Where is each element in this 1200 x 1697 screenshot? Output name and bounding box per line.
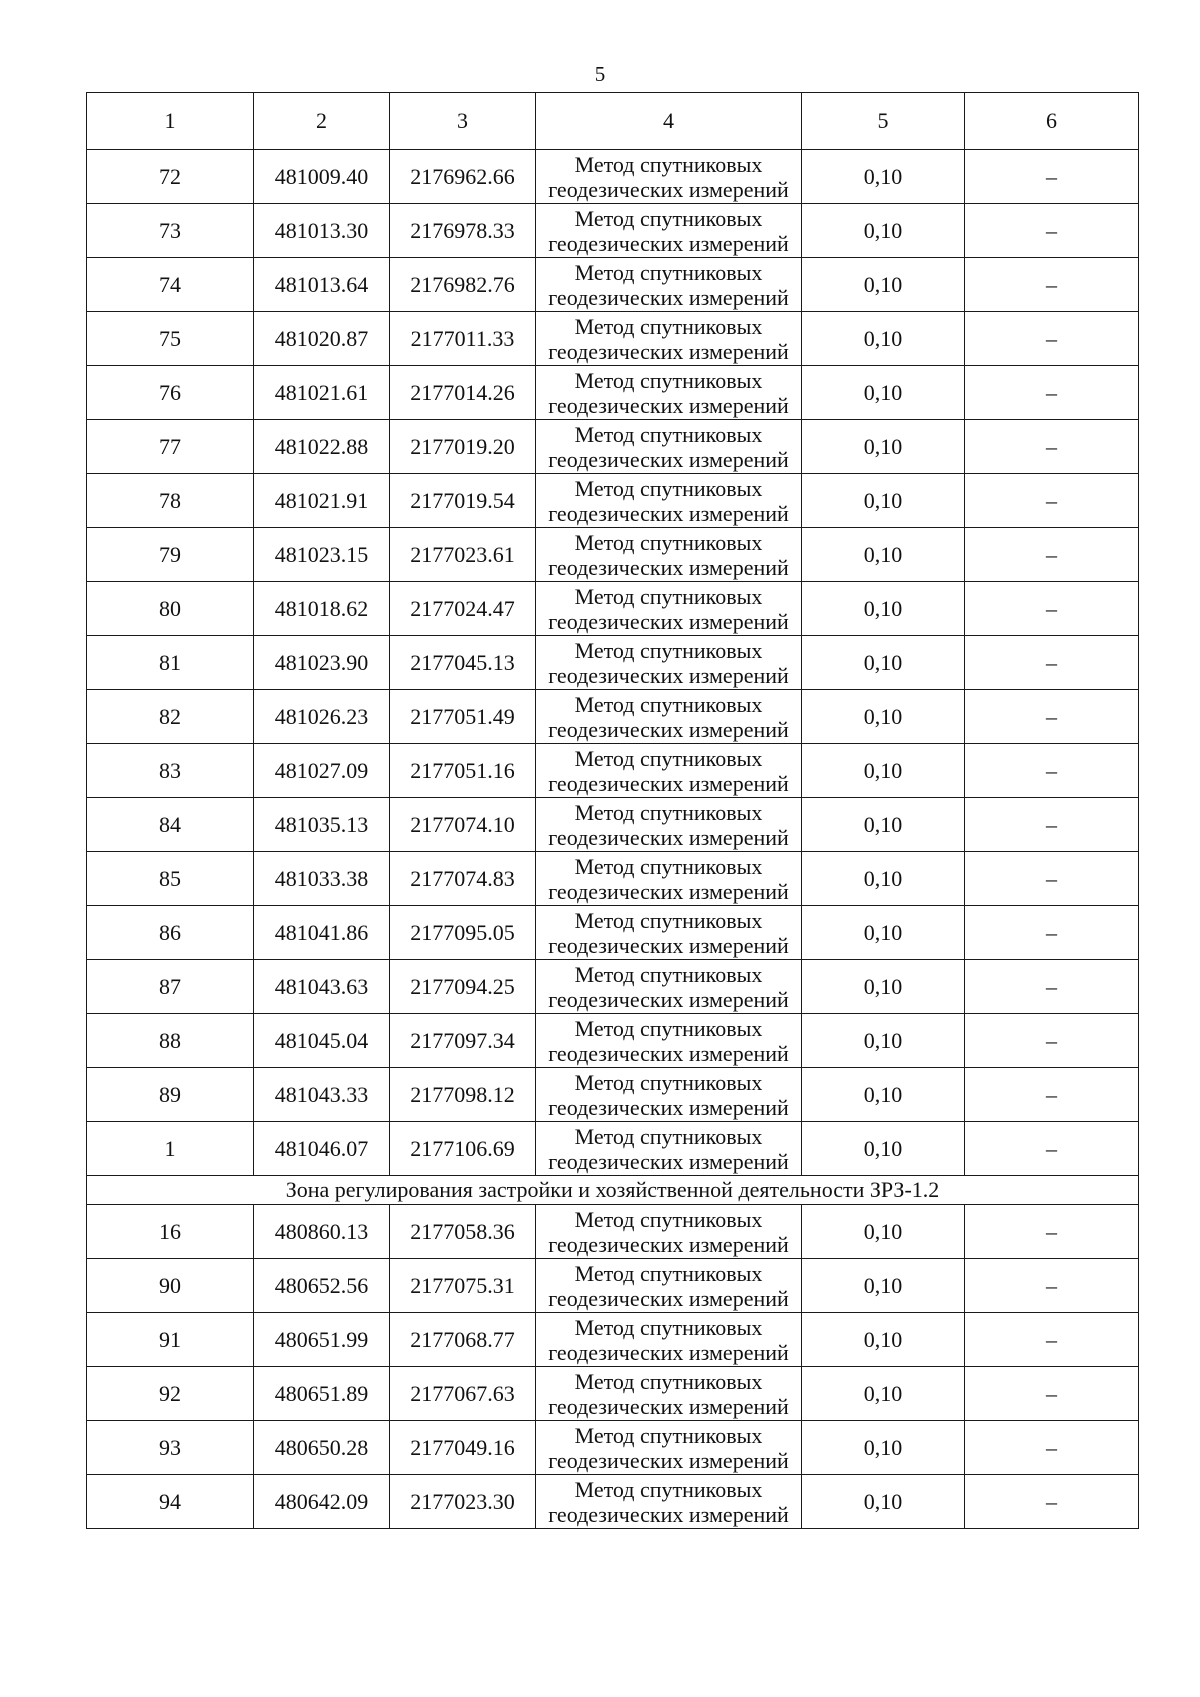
accuracy-cell: 0,10 <box>802 528 965 582</box>
method-line-1: Метод спутниковых <box>574 529 763 555</box>
method-cell <box>536 1259 802 1313</box>
point-number-cell: 81 <box>87 636 254 690</box>
note-cell: – <box>965 744 1139 798</box>
table-row <box>87 366 1139 420</box>
accuracy-cell: 0,10 <box>802 1014 965 1068</box>
table-row <box>87 636 1139 690</box>
x-coordinate-cell: 481041.86 <box>254 906 390 960</box>
accuracy-cell: 0,10 <box>802 636 965 690</box>
note-cell: – <box>965 636 1139 690</box>
y-coordinate-cell: 2177024.47 <box>390 582 536 636</box>
method-line-2: геодезических измерений <box>548 554 789 580</box>
accuracy-cell: 0,10 <box>802 366 965 420</box>
point-number-cell: 80 <box>87 582 254 636</box>
accuracy-cell: 0,10 <box>802 1259 965 1313</box>
accuracy-cell: 0,10 <box>802 906 965 960</box>
method-line-1: Метод спутниковых <box>574 1314 763 1340</box>
x-coordinate-cell: 480652.56 <box>254 1259 390 1313</box>
table-row <box>87 204 1139 258</box>
method-line-2: геодезических измерений <box>548 284 789 310</box>
y-coordinate-cell: 2177067.63 <box>390 1367 536 1421</box>
accuracy-cell: 0,10 <box>802 1421 965 1475</box>
accuracy-cell: 0,10 <box>802 258 965 312</box>
table-row <box>87 744 1139 798</box>
y-coordinate-cell: 2177106.69 <box>390 1122 536 1176</box>
y-coordinate-cell: 2177023.30 <box>390 1475 536 1529</box>
y-coordinate-cell: 2177011.33 <box>390 312 536 366</box>
accuracy-cell: 0,10 <box>802 1475 965 1529</box>
method-line-1: Метод спутниковых <box>574 799 763 825</box>
method-line-2: геодезических измерений <box>548 608 789 634</box>
note-cell: – <box>965 258 1139 312</box>
note-cell: – <box>965 582 1139 636</box>
method-line-1: Метод спутниковых <box>574 961 763 987</box>
coordinates-table <box>86 92 1139 1529</box>
method-cell <box>536 150 802 204</box>
y-coordinate-cell: 2176982.76 <box>390 258 536 312</box>
method-line-2: геодезических измерений <box>548 824 789 850</box>
method-cell <box>536 474 802 528</box>
y-coordinate-cell: 2177019.20 <box>390 420 536 474</box>
accuracy-cell: 0,10 <box>802 1205 965 1259</box>
point-number-cell: 82 <box>87 690 254 744</box>
method-cell <box>536 1313 802 1367</box>
zone-title-row <box>87 1176 1139 1205</box>
method-line-2: геодезических измерений <box>548 1393 789 1419</box>
table-row <box>87 1014 1139 1068</box>
method-cell <box>536 420 802 474</box>
accuracy-cell: 0,10 <box>802 1122 965 1176</box>
method-cell <box>536 798 802 852</box>
point-number-cell: 72 <box>87 150 254 204</box>
point-number-cell: 78 <box>87 474 254 528</box>
method-line-2: геодезических измерений <box>548 716 789 742</box>
x-coordinate-cell: 481026.23 <box>254 690 390 744</box>
column-header-6: 6 <box>965 93 1139 150</box>
table-row <box>87 1475 1139 1529</box>
table-row <box>87 1122 1139 1176</box>
table-row <box>87 906 1139 960</box>
column-header-5: 5 <box>802 93 965 150</box>
method-line-1: Метод спутниковых <box>574 475 763 501</box>
column-header-4: 4 <box>536 93 802 150</box>
method-line-1: Метод спутниковых <box>574 637 763 663</box>
note-cell: – <box>965 1313 1139 1367</box>
method-cell <box>536 960 802 1014</box>
accuracy-cell: 0,10 <box>802 960 965 1014</box>
note-cell: – <box>965 1367 1139 1421</box>
zone-title: Зона регулирования застройки и хозяйственной деятельности ЗРЗ-1.2 <box>87 1176 1139 1205</box>
method-line-1: Метод спутниковых <box>574 1015 763 1041</box>
method-line-2: геодезических измерений <box>548 338 789 364</box>
column-header-1: 1 <box>87 93 254 150</box>
y-coordinate-cell: 2177094.25 <box>390 960 536 1014</box>
x-coordinate-cell: 481027.09 <box>254 744 390 798</box>
note-cell: – <box>965 1475 1139 1529</box>
table-row <box>87 420 1139 474</box>
method-cell <box>536 1068 802 1122</box>
column-header-3: 3 <box>390 93 536 150</box>
method-cell <box>536 366 802 420</box>
method-line-1: Метод спутниковых <box>574 313 763 339</box>
method-line-2: геодезических измерений <box>548 1094 789 1120</box>
point-number-cell: 79 <box>87 528 254 582</box>
method-line-1: Метод спутниковых <box>574 1476 763 1502</box>
method-line-1: Метод спутниковых <box>574 691 763 717</box>
accuracy-cell: 0,10 <box>802 744 965 798</box>
y-coordinate-cell: 2177095.05 <box>390 906 536 960</box>
method-line-2: геодезических измерений <box>548 1339 789 1365</box>
table-row <box>87 150 1139 204</box>
method-cell <box>536 258 802 312</box>
y-coordinate-cell: 2177014.26 <box>390 366 536 420</box>
note-cell: – <box>965 528 1139 582</box>
method-cell <box>536 312 802 366</box>
method-line-1: Метод спутниковых <box>574 1260 763 1286</box>
y-coordinate-cell: 2177074.83 <box>390 852 536 906</box>
point-number-cell: 91 <box>87 1313 254 1367</box>
accuracy-cell: 0,10 <box>802 1313 965 1367</box>
method-line-2: геодезических измерений <box>548 932 789 958</box>
point-number-cell: 77 <box>87 420 254 474</box>
y-coordinate-cell: 2177023.61 <box>390 528 536 582</box>
method-line-2: геодезических измерений <box>548 1285 789 1311</box>
y-coordinate-cell: 2177049.16 <box>390 1421 536 1475</box>
method-line-2: геодезических измерений <box>548 176 789 202</box>
accuracy-cell: 0,10 <box>802 420 965 474</box>
x-coordinate-cell: 481033.38 <box>254 852 390 906</box>
accuracy-cell: 0,10 <box>802 582 965 636</box>
note-cell: – <box>965 474 1139 528</box>
method-line-1: Метод спутниковых <box>574 907 763 933</box>
page-number: 5 <box>594 62 606 86</box>
method-line-2: геодезических измерений <box>548 770 789 796</box>
method-line-2: геодезических измерений <box>548 392 789 418</box>
x-coordinate-cell: 481013.30 <box>254 204 390 258</box>
note-cell: – <box>965 1014 1139 1068</box>
point-number-cell: 89 <box>87 1068 254 1122</box>
method-line-1: Метод спутниковых <box>574 367 763 393</box>
x-coordinate-cell: 481009.40 <box>254 150 390 204</box>
table-row <box>87 852 1139 906</box>
table-header-row <box>87 93 1139 150</box>
y-coordinate-cell: 2177051.16 <box>390 744 536 798</box>
method-cell <box>536 852 802 906</box>
method-line-2: геодезических измерений <box>548 662 789 688</box>
method-line-1: Метод спутниковых <box>574 1123 763 1149</box>
y-coordinate-cell: 2177068.77 <box>390 1313 536 1367</box>
method-line-2: геодезических измерений <box>548 1148 789 1174</box>
point-number-cell: 74 <box>87 258 254 312</box>
method-line-2: геодезических измерений <box>548 1501 789 1527</box>
table-row <box>87 258 1139 312</box>
y-coordinate-cell: 2177019.54 <box>390 474 536 528</box>
note-cell: – <box>965 1205 1139 1259</box>
x-coordinate-cell: 480860.13 <box>254 1205 390 1259</box>
coordinates-table-body <box>87 93 1139 1529</box>
point-number-cell: 75 <box>87 312 254 366</box>
x-coordinate-cell: 480651.99 <box>254 1313 390 1367</box>
method-line-1: Метод спутниковых <box>574 1422 763 1448</box>
accuracy-cell: 0,10 <box>802 474 965 528</box>
point-number-cell: 87 <box>87 960 254 1014</box>
note-cell: – <box>965 960 1139 1014</box>
x-coordinate-cell: 481023.90 <box>254 636 390 690</box>
note-cell: – <box>965 204 1139 258</box>
accuracy-cell: 0,10 <box>802 852 965 906</box>
table-row <box>87 690 1139 744</box>
point-number-cell: 92 <box>87 1367 254 1421</box>
x-coordinate-cell: 481021.91 <box>254 474 390 528</box>
method-line-1: Метод спутниковых <box>574 151 763 177</box>
table-row <box>87 1421 1139 1475</box>
point-number-cell: 76 <box>87 366 254 420</box>
accuracy-cell: 0,10 <box>802 1068 965 1122</box>
method-line-2: геодезических измерений <box>548 1447 789 1473</box>
y-coordinate-cell: 2176978.33 <box>390 204 536 258</box>
y-coordinate-cell: 2177075.31 <box>390 1259 536 1313</box>
method-cell <box>536 204 802 258</box>
method-line-1: Метод спутниковых <box>574 1368 763 1394</box>
method-cell <box>536 1205 802 1259</box>
method-line-2: геодезических измерений <box>548 986 789 1012</box>
method-line-1: Метод спутниковых <box>574 1206 763 1232</box>
table-row <box>87 1367 1139 1421</box>
point-number-cell: 94 <box>87 1475 254 1529</box>
method-line-1: Метод спутниковых <box>574 1069 763 1095</box>
method-cell <box>536 1421 802 1475</box>
point-number-cell: 16 <box>87 1205 254 1259</box>
method-line-1: Метод спутниковых <box>574 421 763 447</box>
x-coordinate-cell: 480651.89 <box>254 1367 390 1421</box>
note-cell: – <box>965 1122 1139 1176</box>
table-row <box>87 1068 1139 1122</box>
x-coordinate-cell: 481021.61 <box>254 366 390 420</box>
method-line-1: Метод спутниковых <box>574 583 763 609</box>
method-cell <box>536 1014 802 1068</box>
method-line-2: геодезических измерений <box>548 230 789 256</box>
accuracy-cell: 0,10 <box>802 312 965 366</box>
method-line-1: Метод спутниковых <box>574 853 763 879</box>
x-coordinate-cell: 481022.88 <box>254 420 390 474</box>
point-number-cell: 83 <box>87 744 254 798</box>
table-row <box>87 798 1139 852</box>
method-cell <box>536 1367 802 1421</box>
note-cell: – <box>965 906 1139 960</box>
method-line-1: Метод спутниковых <box>574 259 763 285</box>
method-cell <box>536 906 802 960</box>
method-cell <box>536 582 802 636</box>
method-cell <box>536 1122 802 1176</box>
method-line-2: геодезических измерений <box>548 446 789 472</box>
x-coordinate-cell: 481046.07 <box>254 1122 390 1176</box>
point-number-cell: 86 <box>87 906 254 960</box>
y-coordinate-cell: 2176962.66 <box>390 150 536 204</box>
y-coordinate-cell: 2177051.49 <box>390 690 536 744</box>
point-number-cell: 73 <box>87 204 254 258</box>
table-row <box>87 582 1139 636</box>
table-row <box>87 1313 1139 1367</box>
note-cell: – <box>965 312 1139 366</box>
accuracy-cell: 0,10 <box>802 150 965 204</box>
y-coordinate-cell: 2177045.13 <box>390 636 536 690</box>
table-row <box>87 1259 1139 1313</box>
column-header-2: 2 <box>254 93 390 150</box>
point-number-cell: 93 <box>87 1421 254 1475</box>
table-row <box>87 528 1139 582</box>
point-number-cell: 90 <box>87 1259 254 1313</box>
table-row <box>87 960 1139 1014</box>
accuracy-cell: 0,10 <box>802 204 965 258</box>
note-cell: – <box>965 366 1139 420</box>
point-number-cell: 1 <box>87 1122 254 1176</box>
note-cell: – <box>965 150 1139 204</box>
accuracy-cell: 0,10 <box>802 1367 965 1421</box>
x-coordinate-cell: 481020.87 <box>254 312 390 366</box>
x-coordinate-cell: 481043.33 <box>254 1068 390 1122</box>
method-cell <box>536 744 802 798</box>
note-cell: – <box>965 798 1139 852</box>
table-row <box>87 474 1139 528</box>
table-row <box>87 1205 1139 1259</box>
method-cell <box>536 1475 802 1529</box>
note-cell: – <box>965 1259 1139 1313</box>
note-cell: – <box>965 852 1139 906</box>
point-number-cell: 85 <box>87 852 254 906</box>
y-coordinate-cell: 2177098.12 <box>390 1068 536 1122</box>
method-cell <box>536 690 802 744</box>
point-number-cell: 88 <box>87 1014 254 1068</box>
method-cell <box>536 528 802 582</box>
method-cell <box>536 636 802 690</box>
method-line-2: геодезических измерений <box>548 1040 789 1066</box>
x-coordinate-cell: 481035.13 <box>254 798 390 852</box>
y-coordinate-cell: 2177074.10 <box>390 798 536 852</box>
accuracy-cell: 0,10 <box>802 690 965 744</box>
method-line-2: геодезических измерений <box>548 500 789 526</box>
y-coordinate-cell: 2177097.34 <box>390 1014 536 1068</box>
note-cell: – <box>965 1421 1139 1475</box>
x-coordinate-cell: 481043.63 <box>254 960 390 1014</box>
table-row <box>87 312 1139 366</box>
method-line-2: геодезических измерений <box>548 878 789 904</box>
x-coordinate-cell: 481045.04 <box>254 1014 390 1068</box>
x-coordinate-cell: 481018.62 <box>254 582 390 636</box>
method-line-1: Метод спутниковых <box>574 205 763 231</box>
method-line-2: геодезических измерений <box>548 1231 789 1257</box>
y-coordinate-cell: 2177058.36 <box>390 1205 536 1259</box>
point-number-cell: 84 <box>87 798 254 852</box>
x-coordinate-cell: 481023.15 <box>254 528 390 582</box>
x-coordinate-cell: 480642.09 <box>254 1475 390 1529</box>
x-coordinate-cell: 481013.64 <box>254 258 390 312</box>
note-cell: – <box>965 1068 1139 1122</box>
accuracy-cell: 0,10 <box>802 798 965 852</box>
method-line-1: Метод спутниковых <box>574 745 763 771</box>
x-coordinate-cell: 480650.28 <box>254 1421 390 1475</box>
note-cell: – <box>965 420 1139 474</box>
note-cell: – <box>965 690 1139 744</box>
